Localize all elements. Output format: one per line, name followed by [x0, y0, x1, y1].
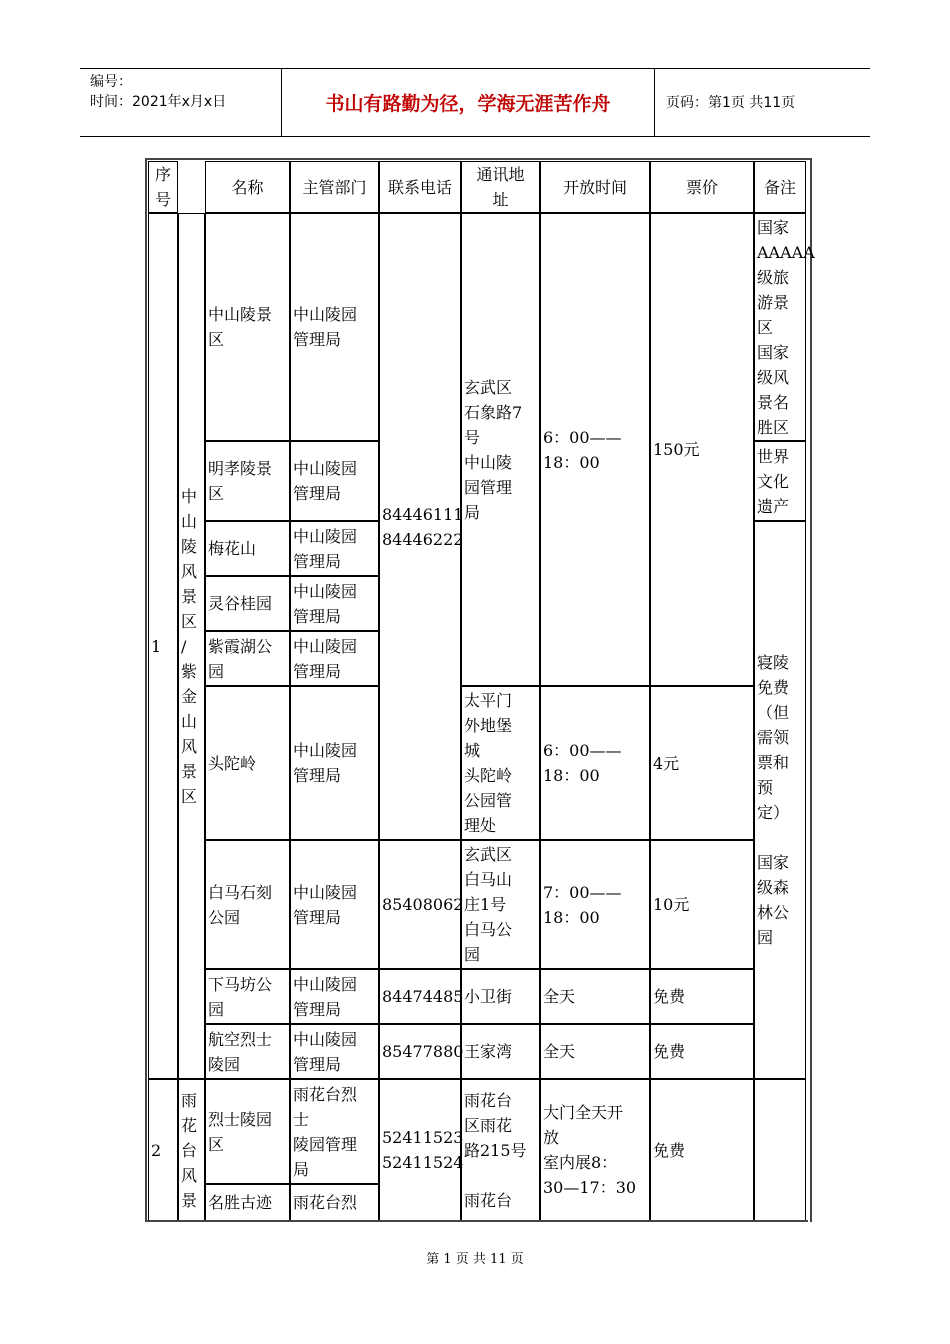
- header-bottom-rule: [80, 136, 870, 137]
- table-cell-dept: 中山陵园 管理局: [290, 686, 379, 840]
- table-bottom-edge: [145, 1220, 808, 1222]
- table-cell-dept: 中山陵园 管理局: [290, 1024, 379, 1079]
- table-cell-address: 王家湾: [461, 1024, 540, 1079]
- header-phone: 联系电话: [379, 161, 461, 213]
- group-seq: 2: [148, 1079, 178, 1220]
- header-hours: 开放时间: [540, 161, 650, 213]
- header-dept: 主管部门: [290, 161, 379, 213]
- table-cell-name: 烈士陵园 区: [205, 1079, 290, 1184]
- table-cell-dept: 中山陵园 管理局: [290, 631, 379, 686]
- group-area-name: 雨 花 台 风 景: [178, 1079, 205, 1220]
- page-footer: 第 1 页 共 11 页: [426, 1252, 524, 1267]
- table-cell-name: 白马石刻 公园: [205, 840, 290, 969]
- table-cell-phone: 85408062: [379, 840, 461, 969]
- table-cell-price: 免费: [650, 1079, 754, 1220]
- table-cell-hours: 6：00—— 18：00: [540, 213, 650, 686]
- table-cell-dept: 中山陵园 管理局: [290, 576, 379, 631]
- table-cell-dept: 雨花台烈: [290, 1184, 379, 1220]
- table-cell-address: 玄武区 石象路7 号 中山陵 园管理 局: [461, 213, 540, 686]
- header-seq: 序 号: [148, 161, 178, 213]
- table-cell-dept: 雨花台烈 士 陵园管理 局: [290, 1079, 379, 1184]
- table-cell-dept: 中山陵园 管理局: [290, 213, 379, 441]
- table-cell-remark: 国家 AAAAA 级旅 游景 区 国家 级风 景名 胜区: [754, 213, 806, 441]
- table-cell-name: 紫霞湖公 园: [205, 631, 290, 686]
- table-cell-address: 雨花台 区雨花 路215号 雨花台: [461, 1079, 540, 1220]
- header-page-code: 页码：第1页 共11页: [666, 95, 796, 111]
- table-cell-price: 10元: [650, 840, 754, 969]
- header-motto: 书山有路勤为径，学海无涯苦作舟: [325, 93, 611, 115]
- header-divider: [654, 69, 655, 136]
- table-cell-phone: 52411523 52411524: [379, 1079, 461, 1220]
- header-address: 通讯地 址: [461, 161, 540, 213]
- table-cell-address: 太平门 外地堡 城 头陀岭 公园管 理处: [461, 686, 540, 840]
- table-cell-remark: [754, 1079, 806, 1220]
- group-area-name: 中 山 陵 风 景 区 / 紫 金 山 风 景 区: [178, 213, 205, 1079]
- table-cell-address: 玄武区 白马山 庄1号 白马公 园: [461, 840, 540, 969]
- table-cell-price: 免费: [650, 1024, 754, 1079]
- table-cell-phone: 84446111 84446222: [379, 213, 461, 840]
- document-number: 编号：: [90, 74, 132, 90]
- table-cell-hours: 全天: [540, 969, 650, 1024]
- table-cell-price: 免费: [650, 969, 754, 1024]
- table-cell-dept: 中山陵园 管理局: [290, 969, 379, 1024]
- header-price: 票价: [650, 161, 754, 213]
- table-cell-name: 明孝陵景 区: [205, 441, 290, 521]
- header-remark: 备注: [754, 161, 806, 213]
- header-name: 名称: [205, 161, 290, 213]
- table-cell-phone: 85477880: [379, 1024, 461, 1079]
- table-cell-dept: 中山陵园 管理局: [290, 441, 379, 521]
- table-cell-address: 小卫街: [461, 969, 540, 1024]
- table-cell-dept: 中山陵园 管理局: [290, 521, 379, 576]
- table-cell-name: 下马坊公 园: [205, 969, 290, 1024]
- table-cell-dept: 中山陵园 管理局: [290, 840, 379, 969]
- table-cell-name: 名胜古迹: [205, 1184, 290, 1220]
- table-cell-name: 梅花山: [205, 521, 290, 576]
- table-cell-price: 4元: [650, 686, 754, 840]
- table-cell-remark: 世界 文化 遗产: [754, 441, 806, 521]
- table-cell-hours: 6：00—— 18：00: [540, 686, 650, 840]
- table-cell-name: 灵谷桂园: [205, 576, 290, 631]
- document-date: 时间：2021年x月x日: [90, 94, 227, 110]
- table-cell-price: 150元: [650, 213, 754, 686]
- table-cell-hours: 大门全天开 放 室内展8： 30—17：30: [540, 1079, 650, 1220]
- table-cell-remark: 寝陵 免费 （但 需领 票和 预 定） 国家 级森 林公 园: [754, 521, 806, 1079]
- table-cell-hours: 全天: [540, 1024, 650, 1079]
- table-cell-name: 头陀岭: [205, 686, 290, 840]
- group-seq: 1: [148, 213, 178, 1079]
- table-cell-hours: 7：00—— 18：00: [540, 840, 650, 969]
- table-cell-name: 航空烈士 陵园: [205, 1024, 290, 1079]
- table-cell-phone: 84474485: [379, 969, 461, 1024]
- table-cell-name: 中山陵景 区: [205, 213, 290, 441]
